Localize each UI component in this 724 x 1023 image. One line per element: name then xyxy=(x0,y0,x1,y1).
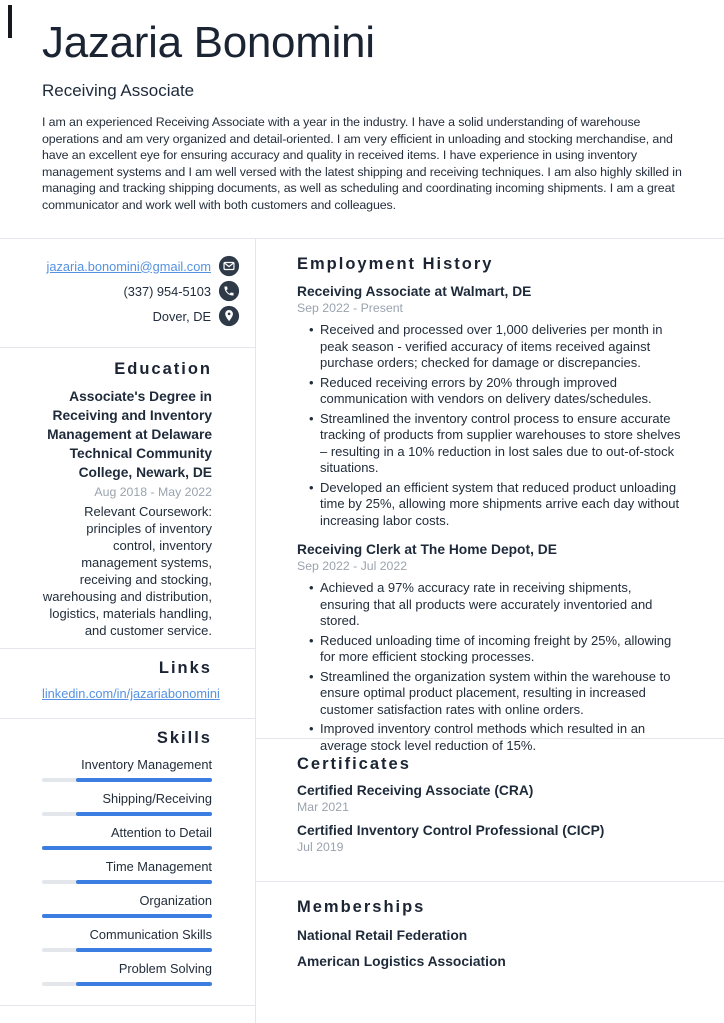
skill-label: Organization xyxy=(139,893,212,908)
skill-label: Attention to Detail xyxy=(110,825,212,840)
location-text: Dover, DE xyxy=(152,308,211,324)
contact-section xyxy=(0,239,255,348)
links-section xyxy=(0,649,255,719)
person-job-title: Receiving Associate xyxy=(42,81,195,101)
skill-bar xyxy=(42,982,212,986)
job-dates: Sep 2022 - Present xyxy=(297,301,403,315)
skill-bar-fill xyxy=(76,982,212,986)
education-heading: Education xyxy=(114,360,212,378)
skill-bar-fill xyxy=(76,880,212,884)
skill-item xyxy=(42,859,212,884)
certificates-section xyxy=(256,738,724,881)
sidebar-empty-space xyxy=(0,1006,255,1023)
skill-bar xyxy=(42,778,212,782)
job-entry xyxy=(297,542,684,754)
job-bullet: • Reduced receiving errors by 20% through improved communication with vendors on delivery dates/schedules. xyxy=(297,375,684,408)
certificate-date: Mar 2021 xyxy=(297,800,349,814)
job-bullet: • Achieved a 97% accuracy rate in receiving shipments, ensuring that all products were accurately inventoried and stored. xyxy=(297,580,684,630)
skill-item xyxy=(42,791,212,816)
certificate-title: Certified Inventory Control Professional (CICP) xyxy=(297,823,605,838)
skill-item xyxy=(42,927,212,952)
contact-row-email xyxy=(42,255,240,277)
job-bullets xyxy=(297,580,684,754)
job-bullet: • Received and processed over 1,000 deliveries per month in peak season - verified accuracy of items received against purchase orders; checked for damage or discrepancies. xyxy=(297,322,684,372)
skill-item xyxy=(42,757,212,782)
email-link[interactable]: jazaria.bonomini@gmail.com xyxy=(46,258,211,274)
job-bullet: • Streamlined the organization system within the warehouse to ensure optimal product placement, resulting in increased customer satisfaction rates with online orders. xyxy=(297,669,684,719)
skill-label: Time Management xyxy=(105,859,212,874)
skill-bar-fill xyxy=(76,812,212,816)
membership-entry: National Retail Federation xyxy=(297,928,468,943)
envelope-icon xyxy=(218,255,240,277)
location-pin-icon xyxy=(218,305,240,327)
header xyxy=(0,0,724,213)
skill-bar xyxy=(42,914,212,918)
links-heading: Links xyxy=(158,659,212,677)
certificate-entry xyxy=(297,823,684,854)
linkedin-link[interactable]: linkedin.com/in/jazariabonomini xyxy=(42,686,220,701)
job-bullet: • Developed an efficient system that reduced product unloading time by 25%, allowing more shipments arrive each day without increasing labor costs. xyxy=(297,480,684,530)
content-columns xyxy=(0,238,724,1023)
employment-heading: Employment History xyxy=(297,255,494,273)
job-bullets xyxy=(297,322,684,529)
skill-bar-fill xyxy=(42,846,212,850)
skills-heading: Skills xyxy=(156,729,212,747)
job-bullet: • Streamlined the inventory control process to ensure accurate tracking of products from supplier warehouses to store shelves – resulting in a 10% reduction in lost sales due to out-of-stock situations. xyxy=(297,411,684,477)
education-dates: Aug 2018 - May 2022 xyxy=(94,485,212,500)
page-edge-mark xyxy=(8,5,12,38)
profile-summary: I am an experienced Receiving Associate with a year in the industry. I have a solid understanding of warehouse operations and am very organized and detail-oriented. I am very efficient in unloading and stocking merchandise, and have an excellent eye for ensuring accuracy and quality in received items. I have experience in using inventory management systems and I am well versed with the latest shipping and receiving techniques. I am also highly skilled in managing and tracking shipping documents, as well as scheduling and coordinating incoming shipments. I am a great communicator and work well with both customers and colleagues. xyxy=(42,115,682,212)
skill-item xyxy=(42,893,212,918)
skill-bar xyxy=(42,846,212,850)
skill-bar-fill xyxy=(76,778,212,782)
job-dates: Sep 2022 - Jul 2022 xyxy=(297,559,408,573)
certificate-entry xyxy=(297,783,684,814)
phone-icon xyxy=(218,280,240,302)
certificate-title: Certified Receiving Associate (CRA) xyxy=(297,783,534,798)
education-coursework: Relevant Coursework: principles of inventory control, inventory management systems, receiving and stocking, warehousing and distribution, logistics, materials handling, and customer service. xyxy=(42,504,212,639)
skill-bar-fill xyxy=(42,914,212,918)
job-title: Receiving Associate at Walmart, DE xyxy=(297,284,532,299)
skill-item xyxy=(42,825,212,850)
job-entry xyxy=(297,284,684,529)
contact-row-phone xyxy=(42,280,240,302)
main-column xyxy=(256,239,724,1023)
skill-item xyxy=(42,961,212,986)
skill-bar xyxy=(42,880,212,884)
education-section xyxy=(0,348,255,649)
memberships-heading: Memberships xyxy=(297,898,426,916)
phone-number: (337) 954-5103 xyxy=(123,283,211,299)
sidebar xyxy=(0,239,256,1023)
contact-row-location xyxy=(42,305,240,327)
skill-label: Problem Solving xyxy=(118,961,212,976)
skill-label: Shipping/Receiving xyxy=(102,791,212,806)
skill-bar-fill xyxy=(76,948,212,952)
employment-section xyxy=(256,239,724,753)
skill-label: Communication Skills xyxy=(89,927,212,942)
memberships-section xyxy=(256,881,724,1023)
person-name: Jazaria Bonomini xyxy=(42,18,375,67)
job-bullet: • Improved inventory control methods which resulted in an average stock level reduction of 15%. xyxy=(297,721,684,754)
education-degree: Associate's Degree in Receiving and Inventory Management at Delaware Technical Community College, Newark, DE xyxy=(47,389,212,481)
certificates-heading: Certificates xyxy=(297,755,411,773)
certificate-date: Jul 2019 xyxy=(297,840,344,854)
skill-bar xyxy=(42,812,212,816)
skill-bar xyxy=(42,948,212,952)
job-title: Receiving Clerk at The Home Depot, DE xyxy=(297,542,557,557)
skill-label: Inventory Management xyxy=(81,757,212,772)
skills-section xyxy=(0,719,255,1006)
job-bullet: • Reduced unloading time of incoming freight by 25%, allowing for more efficient stocking processes. xyxy=(297,633,684,666)
membership-entry: American Logistics Association xyxy=(297,954,506,969)
